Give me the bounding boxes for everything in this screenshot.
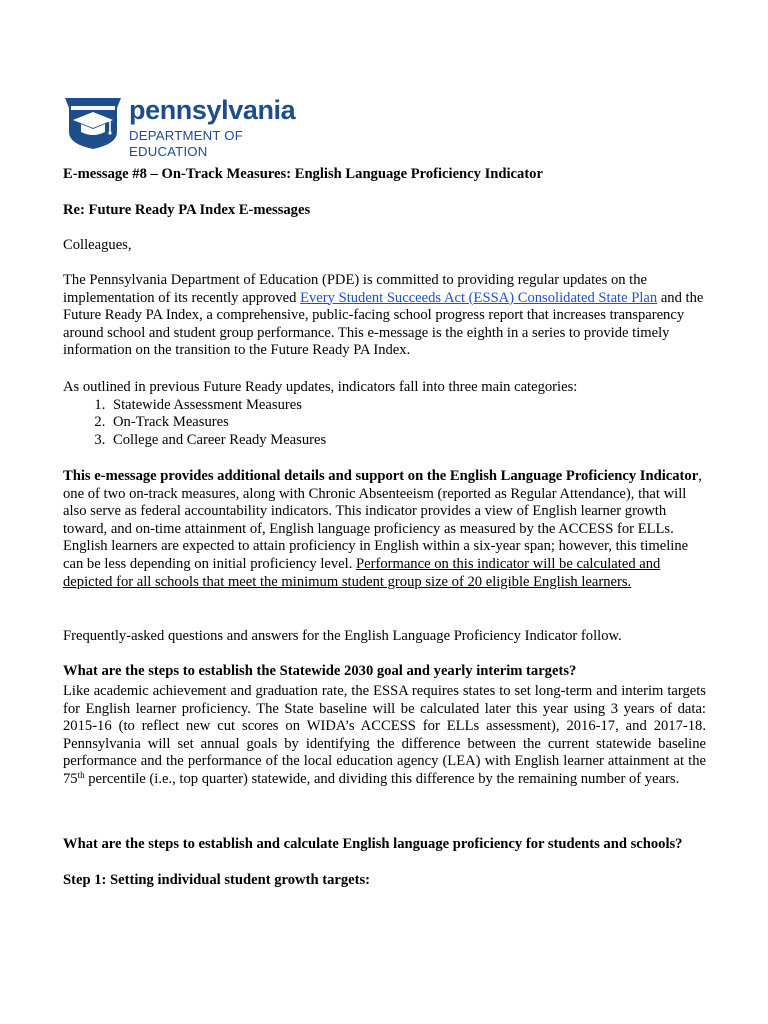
indicator-paragraph (63, 468, 706, 591)
keystone-mortarboard-icon (63, 94, 123, 150)
categories-block (63, 379, 706, 449)
logo-department: DEPARTMENT OF EDUCATION (129, 128, 243, 159)
list-item: 1. Statewide Assessment Measures (109, 397, 706, 415)
categories-intro: As outlined in previous Future Ready updates, indicators fall into three main categories: (63, 379, 578, 395)
superscript-th: th (77, 769, 85, 780)
answer-1 (63, 683, 706, 789)
list-item: 3. College and Career Ready Measures (109, 432, 706, 450)
pde-logo (63, 94, 313, 159)
step-1-heading: Step 1: Setting individual student growth targets: (63, 872, 371, 888)
re-line: Re: Future Ready PA Index E-messages (63, 202, 311, 218)
indicator-text: , one of two on-track measures, along with Chronic Absenteeism (reported as Regular Attendance), that will also serve as federal accountability indicators. This indicator provides a view of English learner growth toward, and on-time attainment of, English language proficiency as measured by the ACCESS for ELLs. English learners are expected to attain proficiency in English within a six-year span; however, this timeline can be less depending on initial proficiency level. (63, 468, 702, 572)
intro-text-end: and the Future Ready PA Index, a comprehensive, public-facing school progress report that increases transparency around school and student group performance. This e-message is the eighth in a series to provide timely information on the transition to the Future Ready PA Index. (63, 289, 704, 359)
intro-text-start: The Pennsylvania Department of Education (PDE) is committed to providing regular updates on the implementation of its recently approved (63, 272, 648, 306)
faq-intro: Frequently-asked questions and answers for the English Language Proficiency Indicator follow. (63, 628, 622, 644)
question-1: What are the steps to establish the Statewide 2030 goal and yearly interim targets? (63, 663, 577, 679)
answer-1-text: Like academic achievement and graduation rate, the ESSA requires states to set long-term and interim targets for English learner proficiency. The State baseline will be calculated later this year using 3 years of data: 2015-16 (to reflect new cut scores on WIDA’s ACCESS for ELLs assessment), 2016-17, and 2017-18. Pennsylvania will set annual goals by identifying the difference between the current statewide baseline performance and the performance of the local education agency (LEA) with English learner attainment at the 75 (63, 683, 706, 787)
essa-plan-link[interactable]: Every Student Succeeds Act (ESSA) Consolidated State Plan (300, 289, 658, 306)
question-2: What are the steps to establish and calculate English language proficiency for students and schools? (63, 836, 683, 852)
intro-paragraph (63, 272, 706, 360)
list-item: 2. On-Track Measures (109, 414, 706, 432)
indicator-bold-lead: This e-message provides additional details and support on the English Language Proficiency Indicator (63, 468, 699, 484)
answer-1-text-end: percentile (i.e., top quarter) statewide, and dividing this difference by the remaining number of years. (84, 770, 680, 787)
indicator-underlined-text: Performance on this indicator will be calculated and depicted for all schools that meet the minimum student group size of 20 eligible English learners. (63, 555, 661, 590)
logo-wordmark: pennsylvania (129, 95, 296, 125)
document-heading: E-message #8 – On-Track Measures: English Language Proficiency Indicator (63, 166, 543, 182)
categories-list (63, 397, 706, 450)
salutation: Colleagues, (63, 237, 132, 253)
